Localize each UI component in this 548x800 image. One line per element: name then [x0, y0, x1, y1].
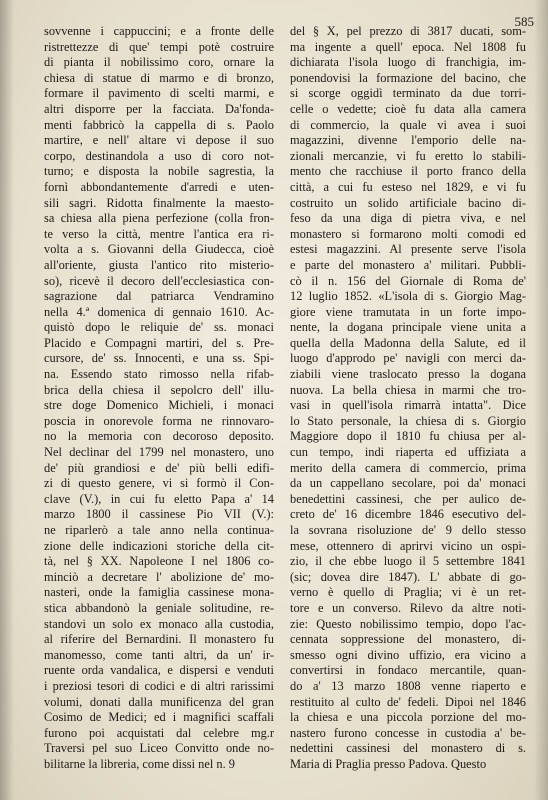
text-line: cursore, de' ss. Innocenti, e una ss. Spi-: [44, 351, 274, 366]
text-line: lo Stato personale, la chiesa di s. Giorgio: [290, 413, 526, 428]
text-line: di commercio, la quale vi avea i suoi: [290, 117, 526, 132]
text-line: ne riparlerò a tale anno nella continua-: [44, 523, 274, 537]
text-line: mese, ottennero di aprirvi vicino un ospi-: [290, 538, 526, 553]
text-line: sili sagri. Ridotta finalmente la maesto-: [44, 195, 274, 210]
text-line: te verso la città, mentre l'antica era ri-: [44, 226, 274, 241]
text-line: luogo d'approdo pe' navigli con merci da-: [290, 351, 526, 366]
text-line: poscia in onorevole forma ne rinnovaro-: [44, 413, 274, 428]
page-edge-shadow: [534, 0, 548, 800]
text-line: nasteri, onde la famiglia cassinese mona-: [44, 585, 274, 600]
text-line: na. Essendo stato rimosso nella rifab-: [44, 367, 274, 382]
text-line: la sovrana risoluzione de' 9 dello stesso: [290, 523, 526, 537]
text-line: Cosimo de Medici; ed i magnifici scaffali: [44, 710, 274, 725]
text-line: Maggiore dopo il 1810 fu chiusa per al-: [290, 429, 526, 444]
text-line: sagrazione dal patriarca Vendramino: [44, 289, 274, 304]
page-number: 585: [514, 14, 534, 29]
text-line: volumi, donati dalla munificenza del gran: [44, 694, 274, 709]
text-line: minciò a decretare l' abolizione de' mo-: [44, 569, 274, 584]
text-line: altri disporre per la facciata. Da'fonda-: [44, 101, 274, 116]
text-line: tore e un converso. Rilevo da altre noti-: [290, 600, 526, 615]
text-line: de' più grandiosi e de' più belli edifi-: [44, 460, 274, 475]
text-line: restituito al culto de' fedeli. Dipoi nel 1846: [290, 694, 526, 709]
text-line: feso da una diga di pietra viva, e nel: [290, 211, 526, 226]
text-line: quella della Madonna della Salute, ed il: [290, 335, 526, 350]
text-line: chiesa di statue di marmo e di bronzo,: [44, 70, 274, 85]
text-line: ma ingente a quell' epoca. Nel 1808 fu: [290, 39, 526, 54]
right-text-column: [290, 24, 526, 773]
text-line: e parte del monastero a' militari. Pubbli-: [290, 257, 526, 272]
text-line: si scorge oggidì terminato da due torri-: [290, 86, 526, 101]
text-line: furono poi acquistati dal celebre mg.r: [44, 725, 274, 740]
text-line: formare il pavimento di scelti marmi, e: [44, 86, 274, 101]
text-line: cò il n. 156 del Giornale di Roma de': [290, 273, 526, 288]
text-line: marzo 1800 il cassinese Pio VII (V.):: [44, 507, 274, 522]
text-line: corpo, destinandola a uso di coro not-: [44, 148, 274, 163]
text-line: Maria di Praglia presso Padova. Questo: [290, 756, 487, 771]
text-line: fornì abbondantemente d'arredi e uten-: [44, 179, 274, 194]
text-line: benedettini cassinesi, che per aulico de-: [290, 491, 526, 506]
text-line: so), ricevè il decoro dell'ecclesiastica con-: [44, 273, 274, 288]
text-line: da un cappellano secolare, poi da' monaci: [290, 476, 526, 491]
text-line: costruito un solido artificiale bacino di-: [290, 195, 526, 210]
text-line: magazzini, divenne l'emporio delle na-: [290, 133, 526, 148]
text-line: mento che racchiuse il porto franco della: [290, 164, 526, 179]
text-line: all'oriente, giusta l'antico rito misterio-: [44, 257, 274, 272]
text-line: nastero furono concesse in custodia a' be-: [290, 725, 526, 740]
text-line: di pianta il nobilissimo coro, ornare la: [44, 55, 274, 70]
text-line: (sic; dovea dire 1847). L' abbate di go-: [290, 569, 526, 584]
text-line: estesi magazzini. Al presente serve l'isola: [290, 242, 526, 257]
text-line: nella 4.ª domenica di gennaio 1610. Ac-: [44, 304, 274, 319]
text-line: cun tempo, indi riaperta ed uffiziata a: [290, 445, 526, 460]
text-line: manomesso, come tanti altri, da un' ir-: [44, 647, 274, 662]
left-text-column: [44, 24, 274, 773]
text-line: dichiarata l'isola luogo di franchigia, im-: [290, 55, 526, 70]
text-line: del § X, pel prezzo di 3817 ducati, som-: [290, 24, 526, 38]
text-line: tà, nel § XX. Napoleone I nel 1806 co-: [44, 554, 274, 569]
text-line: stre doge Domenico Michieli, i monaci: [44, 398, 274, 413]
text-line: smesso ogni divino uffizio, era vicino a: [290, 647, 526, 662]
text-line: monastero si formarono molti comodi ed: [290, 226, 526, 241]
text-line: no la memoria con decoroso deposito.: [44, 429, 274, 444]
text-line: clave (V.), in cui fu eletto Papa a' 14: [44, 491, 274, 506]
text-line: ristrettezze di que' tempi potè costruire: [44, 39, 274, 54]
text-line: vasi in quell'isola rimarrà intatta". Dice: [290, 398, 526, 413]
binding-shadow: [0, 0, 14, 800]
text-line: bilitarne la libreria, come dissi nel n. 9: [44, 756, 235, 771]
text-line: creto de' 16 dicembre 1846 esecutivo del-: [290, 507, 526, 522]
text-line: celle o vedette; cioè fu data alla camera: [290, 101, 526, 116]
text-line: cennata soppressione del monastero, di-: [290, 632, 526, 647]
text-line: i preziosi tesori di codici e di altri rarissimi: [44, 678, 274, 693]
text-line: verno è quello di Praglia; vi è un ret-: [290, 585, 526, 600]
text-line: standovi un solo ex monaco alla custodia,: [44, 616, 274, 631]
text-line: nente, la dogana principale viene unita a: [290, 320, 526, 335]
text-line: merito della camera di commercio, prima: [290, 460, 526, 475]
text-line: ziabili viene traslocato presso la dogana: [290, 367, 526, 382]
text-line: zione delle indicazioni storiche della cit-: [44, 538, 274, 553]
text-line: martire, e nell' altare vi depose il suo: [44, 133, 274, 148]
text-line: ruente orda vandalica, e dispersi e venduti: [44, 663, 274, 678]
text-line: la chiesa e una piccola porzione del mo-: [290, 710, 526, 725]
text-line: zi di questo genere, vi si formò il Con-: [44, 476, 274, 491]
text-line: sa chiesa alla piena perfezione (colla fron-: [44, 211, 274, 226]
text-line: nedettini cassinesi del monastero di s.: [290, 741, 526, 756]
text-line: convertirsi in fondaco mercantile, quan-: [290, 663, 526, 678]
text-line: al riferire del Bernardini. Il monastero fu: [44, 632, 274, 647]
text-line: volta a s. Giovanni della Giudecca, cioè: [44, 242, 274, 257]
text-line: nuova. La bella chiesa in marmi che tro-: [290, 382, 526, 397]
text-line: quistò dopo le reliquie de' ss. monaci: [44, 320, 274, 335]
text-line: ponendovisi la formazione del bacino, che: [290, 70, 526, 85]
text-line: do a' 13 marzo 1808 venne riaperto e: [290, 678, 526, 693]
text-line: zionali mercanzie, vi fu eretto lo stabili-: [290, 148, 526, 163]
text-line: turno; e disposta la nobile sagrestia, la: [44, 164, 274, 179]
text-line: 12 luglio 1852. «L'isola di s. Giorgio Mag-: [290, 289, 526, 304]
text-line: Placido e Compagni martiri, del s. Pre-: [44, 335, 274, 350]
text-line: giore viene tramutata in un forte impo-: [290, 304, 526, 319]
text-line: stica abbandonò la geniale solitudine, re-: [44, 600, 274, 615]
text-line: sovvenne i cappuccini; e a fronte delle: [44, 24, 274, 38]
text-line: brica della chiesa il sepolcro dell' illu-: [44, 382, 274, 397]
text-line: zio, il che ebbe luogo il 5 settembre 1841: [290, 554, 526, 569]
text-line: menti fabbricò la cappella di s. Paolo: [44, 117, 274, 132]
text-line: Traversi pel suo Liceo Convitto onde no-: [44, 741, 274, 756]
text-line: zie: Questo nobilissimo tempio, dopo l'ac-: [290, 616, 526, 631]
text-line: città, a cui fu esteso nel 1829, e vi fu: [290, 179, 526, 194]
text-line: Nel declinar del 1799 nel monastero, uno: [44, 445, 274, 460]
